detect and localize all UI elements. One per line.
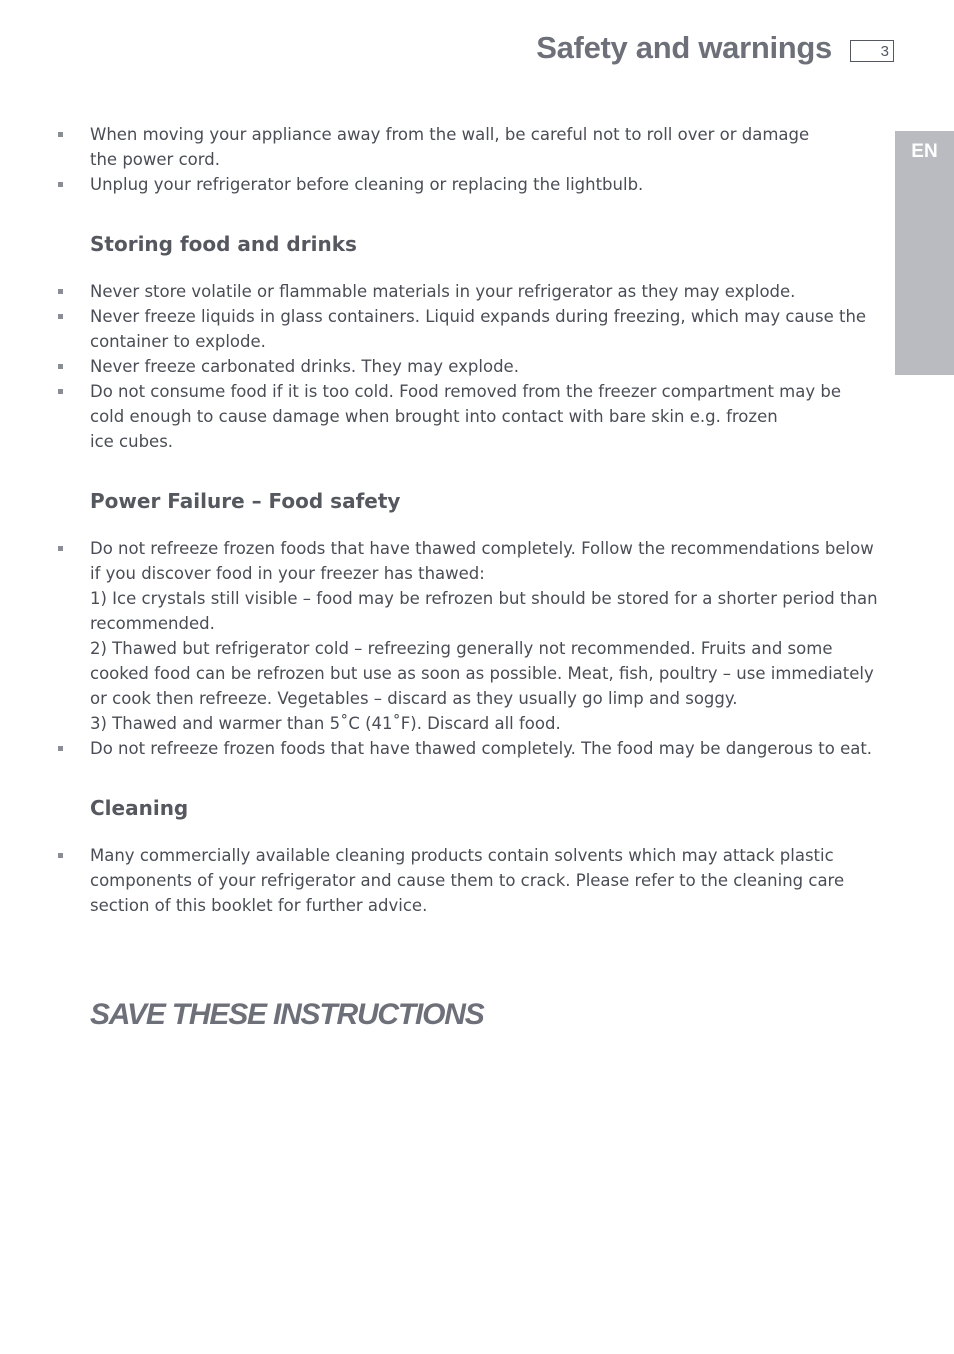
- language-tab: [895, 131, 954, 375]
- storing-food-list: [0, 279, 895, 454]
- list-item: Never store volatile or flammable materials in your refrigerator as they may explode.: [0, 279, 895, 304]
- list-item: Many commercially available cleaning products contain solvents which may attack plastic components of your refrigerator and cause them to crack. Please refer to the cleaning care section of this booklet for further advice.: [0, 843, 895, 918]
- page-content: [0, 122, 895, 918]
- list-item: Do not refreeze frozen foods that have thawed completely. The food may be dangerous to eat.: [0, 736, 895, 761]
- list-item: Do not consume food if it is too cold. Food removed from the freezer compartment may be cold enough to cause damage when brought into contact with bare skin e.g. frozen ice cubes.: [0, 379, 895, 454]
- list-item: Never freeze liquids in glass containers. Liquid expands during freezing, which may cause the container to explode.: [0, 304, 895, 354]
- intro-list: [0, 122, 895, 197]
- list-item: Unplug your refrigerator before cleaning or replacing the lightbulb.: [0, 172, 895, 197]
- page-title: Safety and warnings: [536, 30, 832, 65]
- section-heading-power-failure: Power Failure – Food safety: [90, 489, 401, 513]
- section-heading-cleaning: Cleaning: [90, 796, 189, 820]
- cleaning-list: [0, 843, 895, 918]
- section-heading-storing-food: Storing food and drinks: [90, 232, 357, 256]
- save-instructions-heading: SAVE THESE INSTRUCTIONS: [90, 998, 484, 1031]
- list-item: Do not refreeze frozen foods that have thawed completely. Follow the recommendations below if you discover food in your freezer has thawed: 1) Ice crystals still visible – food may be refrozen but should be stored for a shorter period than recommended. 2) Thawed but refrigerator cold – refreezing generally not recommended. Fruits and some cooked food can be refrozen but use as soon as possible. Meat, fish, poultry – use immediately or cook then refreeze. Vegetables – discard as they usually go limp and soggy. 3) Thawed and warmer than 5˚C (41˚F). Discard all food.: [0, 536, 895, 736]
- page-number: 3: [850, 40, 894, 62]
- list-item: Never freeze carbonated drinks. They may explode.: [0, 354, 895, 379]
- list-item: When moving your appliance away from the wall, be careful not to roll over or damage the power cord.: [0, 122, 895, 172]
- language-tab-label: EN: [911, 141, 938, 162]
- power-failure-list: [0, 536, 895, 761]
